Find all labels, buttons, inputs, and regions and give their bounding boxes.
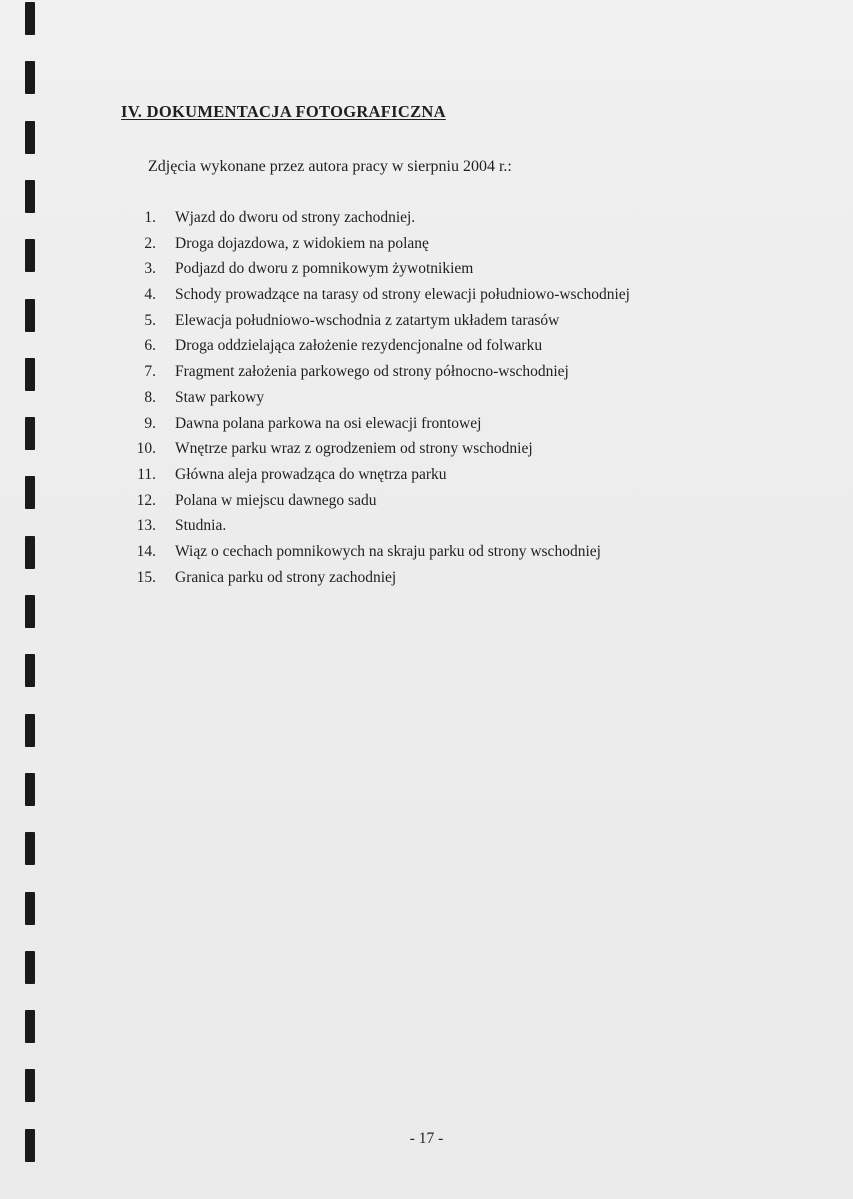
binding-hole bbox=[25, 417, 35, 450]
binding-hole bbox=[25, 773, 35, 806]
item-text: Główna aleja prowadząca do wnętrza parku bbox=[175, 465, 447, 483]
binding-hole bbox=[25, 714, 35, 747]
binding-hole bbox=[25, 61, 35, 94]
intro-text: Zdjęcia wykonane przez autora pracy w sierpniu 2004 r.: bbox=[148, 158, 512, 175]
item-number: 11. bbox=[137, 465, 156, 483]
binding-hole bbox=[25, 358, 35, 391]
binding-holes bbox=[0, 0, 40, 1199]
item-text: Wiąz o cechach pomnikowych na skraju parku od strony wschodniej bbox=[175, 542, 601, 560]
item-text: Fragment założenia parkowego od strony północno-wschodniej bbox=[175, 363, 569, 381]
item-text: Studnia. bbox=[175, 517, 227, 535]
item-text: Granica parku od strony zachodniej bbox=[175, 568, 397, 586]
item-number: 3. bbox=[144, 260, 156, 278]
binding-hole bbox=[25, 595, 35, 628]
item-number: 6. bbox=[144, 337, 156, 355]
item-text: Schody prowadzące na tarasy od strony elewacji południowo-wschodniej bbox=[175, 286, 630, 304]
binding-hole bbox=[25, 951, 35, 984]
item-number: 12. bbox=[136, 491, 156, 509]
binding-hole bbox=[25, 832, 35, 865]
item-number: 14. bbox=[136, 542, 156, 560]
page-number: - 17 - bbox=[409, 1130, 444, 1147]
item-number: 8. bbox=[144, 388, 156, 406]
binding-hole bbox=[25, 121, 35, 154]
item-number: 10. bbox=[136, 440, 156, 458]
item-number: 1. bbox=[144, 209, 156, 226]
item-number: 2. bbox=[144, 234, 156, 252]
binding-hole bbox=[25, 299, 35, 332]
item-number: 13. bbox=[136, 517, 156, 535]
binding-hole bbox=[25, 1069, 35, 1102]
binding-hole bbox=[25, 180, 35, 213]
item-number: 5. bbox=[144, 311, 156, 329]
item-number: 4. bbox=[144, 286, 156, 304]
item-text: Droga dojazdowa, z widokiem na polanę bbox=[175, 234, 429, 252]
item-text: Dawna polana parkowa na osi elewacji frontowej bbox=[175, 414, 482, 432]
item-text: Staw parkowy bbox=[175, 388, 265, 406]
binding-hole bbox=[25, 536, 35, 569]
item-text: Polana w miejscu dawnego sadu bbox=[175, 491, 377, 509]
item-number: 9. bbox=[144, 414, 156, 432]
item-number: 15. bbox=[136, 568, 156, 586]
binding-hole bbox=[25, 892, 35, 925]
binding-hole bbox=[25, 1010, 35, 1043]
item-number: 7. bbox=[144, 363, 156, 381]
item-text: Wjazd do dworu od strony zachodniej. bbox=[175, 209, 416, 226]
item-text: Elewacja południowo-wschodnia z zatartym układem tarasów bbox=[175, 311, 560, 329]
binding-hole bbox=[25, 239, 35, 272]
item-text: Droga oddzielająca założenie rezydencjonalne od folwarku bbox=[175, 337, 543, 355]
binding-hole bbox=[25, 2, 35, 35]
item-text: Podjazd do dworu z pomnikowym żywotnikiem bbox=[175, 260, 474, 278]
binding-hole bbox=[25, 476, 35, 509]
binding-hole bbox=[25, 654, 35, 687]
section-heading: IV. DOKUMENTACJA FOTOGRAFICZNA bbox=[121, 102, 446, 121]
item-text: Wnętrze parku wraz z ogrodzeniem od strony wschodniej bbox=[175, 440, 533, 458]
